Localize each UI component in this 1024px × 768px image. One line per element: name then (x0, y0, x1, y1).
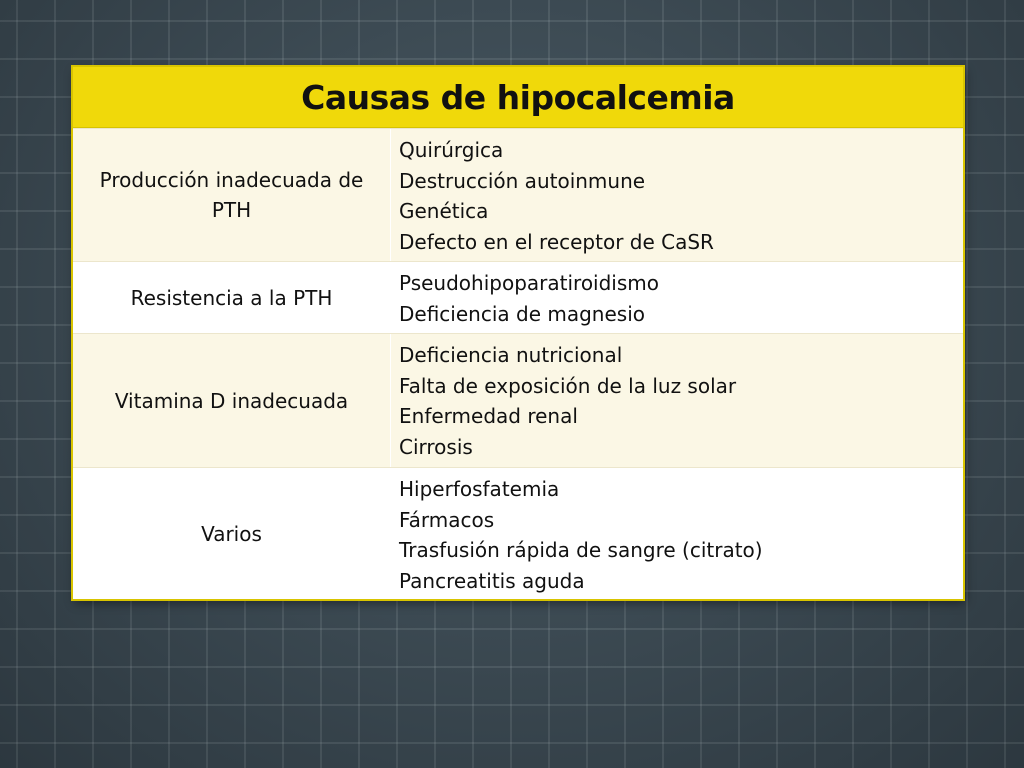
list-item: Destrucción autoinmune (399, 168, 646, 193)
list-item: Defecto en el receptor de CaSR (399, 229, 714, 254)
category-cell: Producción inadecuada de PTH (73, 129, 391, 261)
table-header (73, 67, 963, 128)
list-item: Fármacos (399, 507, 495, 532)
causes-table (73, 67, 963, 599)
table-row (73, 261, 963, 333)
items-cell (391, 262, 963, 333)
table-title: Causas de hipocalcemia (301, 77, 735, 117)
list-item: Trasfusión rápida de sangre (citrato) (399, 538, 763, 562)
category-cell: Varios (73, 468, 391, 599)
list-item: Genética (399, 199, 489, 223)
items-cell (391, 129, 963, 261)
list-item: Pseudohipoparatiroidismo (399, 271, 659, 295)
list-item: Deficiencia de magnesio (399, 301, 645, 326)
table-row (73, 128, 963, 261)
category-cell: Resistencia a la PTH (73, 262, 391, 333)
list-item: Hiperfosfatemia (399, 477, 560, 501)
list-item: Cirrosis (399, 434, 473, 459)
list-item: Enfermedad renal (399, 404, 578, 428)
table-row (73, 333, 963, 467)
list-item: Falta de exposición de la luz solar (399, 373, 737, 398)
list-item: Quirúrgica (399, 138, 504, 162)
items-cell (391, 468, 963, 599)
list-item: Pancreatitis aguda (399, 568, 585, 593)
category-cell: Vitamina D inadecuada (73, 334, 391, 467)
list-item: Deficiencia nutricional (399, 343, 623, 367)
table-row (73, 467, 963, 599)
items-cell (391, 334, 963, 467)
